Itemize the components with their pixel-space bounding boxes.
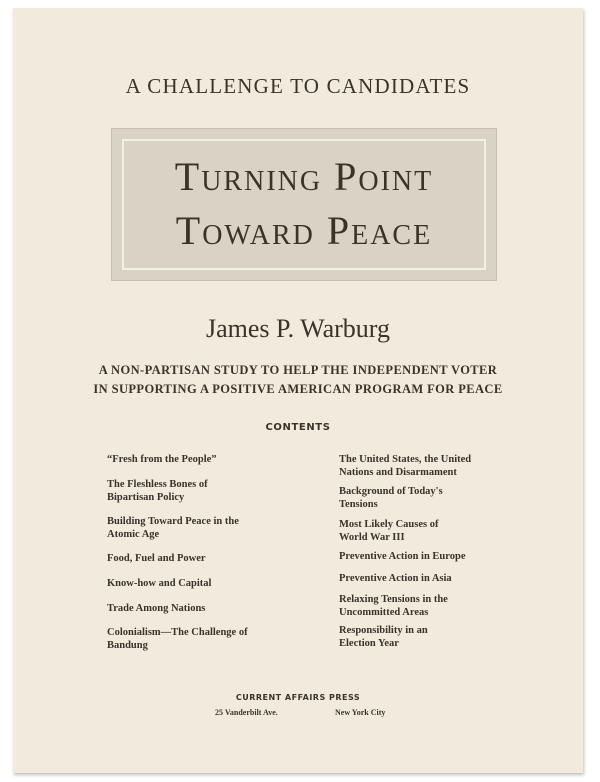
title-panel bbox=[111, 128, 497, 281]
contents-item: Trade Among Nations bbox=[107, 603, 206, 614]
contents-item: Colonialism—The Challenge of Bandung bbox=[107, 627, 248, 651]
title-line-1: Turning Point bbox=[174, 154, 434, 199]
contents-item: Food, Fuel and Power bbox=[107, 553, 206, 564]
contents-item: Relaxing Tensions in the Uncommitted Areas bbox=[339, 594, 448, 618]
contents-item: The Fleshless Bones of Bipartisan Policy bbox=[107, 479, 208, 503]
publisher-name: CURRENT AFFAIRS PRESS bbox=[235, 693, 361, 702]
header-tagline: A CHALLENGE TO CANDIDATES bbox=[125, 74, 471, 98]
contents-item: The United States, the United Nations and Disarmament bbox=[339, 454, 472, 478]
title-line-2: Toward Peace bbox=[175, 208, 433, 253]
pamphlet-cover bbox=[13, 8, 583, 773]
publisher-address: 25 Vanderbilt Ave. bbox=[215, 708, 278, 717]
contents-item: Responsibility in an Election Year bbox=[339, 625, 428, 649]
contents-heading: CONTENTS bbox=[265, 422, 331, 433]
contents-item: Preventive Action in Asia bbox=[339, 573, 452, 584]
publisher-city: New York City bbox=[335, 708, 386, 717]
subtitle-line-2: IN SUPPORTING A POSITIVE AMERICAN PROGRAM FOR PEACE bbox=[93, 382, 503, 396]
contents-item: Building Toward Peace in the Atomic Age bbox=[107, 516, 239, 540]
contents-item: Most Likely Causes of World War III bbox=[339, 519, 439, 543]
author-name: James P. Warburg bbox=[206, 314, 390, 343]
contents-item: “Fresh from the People” bbox=[107, 454, 217, 465]
contents-item: Preventive Action in Europe bbox=[339, 551, 466, 562]
subtitle-line-1: A NON-PARTISAN STUDY TO HELP THE INDEPENDENT VOTER bbox=[98, 363, 498, 377]
contents-item: Background of Today's Tensions bbox=[339, 486, 443, 510]
contents-item: Know-how and Capital bbox=[107, 578, 212, 589]
